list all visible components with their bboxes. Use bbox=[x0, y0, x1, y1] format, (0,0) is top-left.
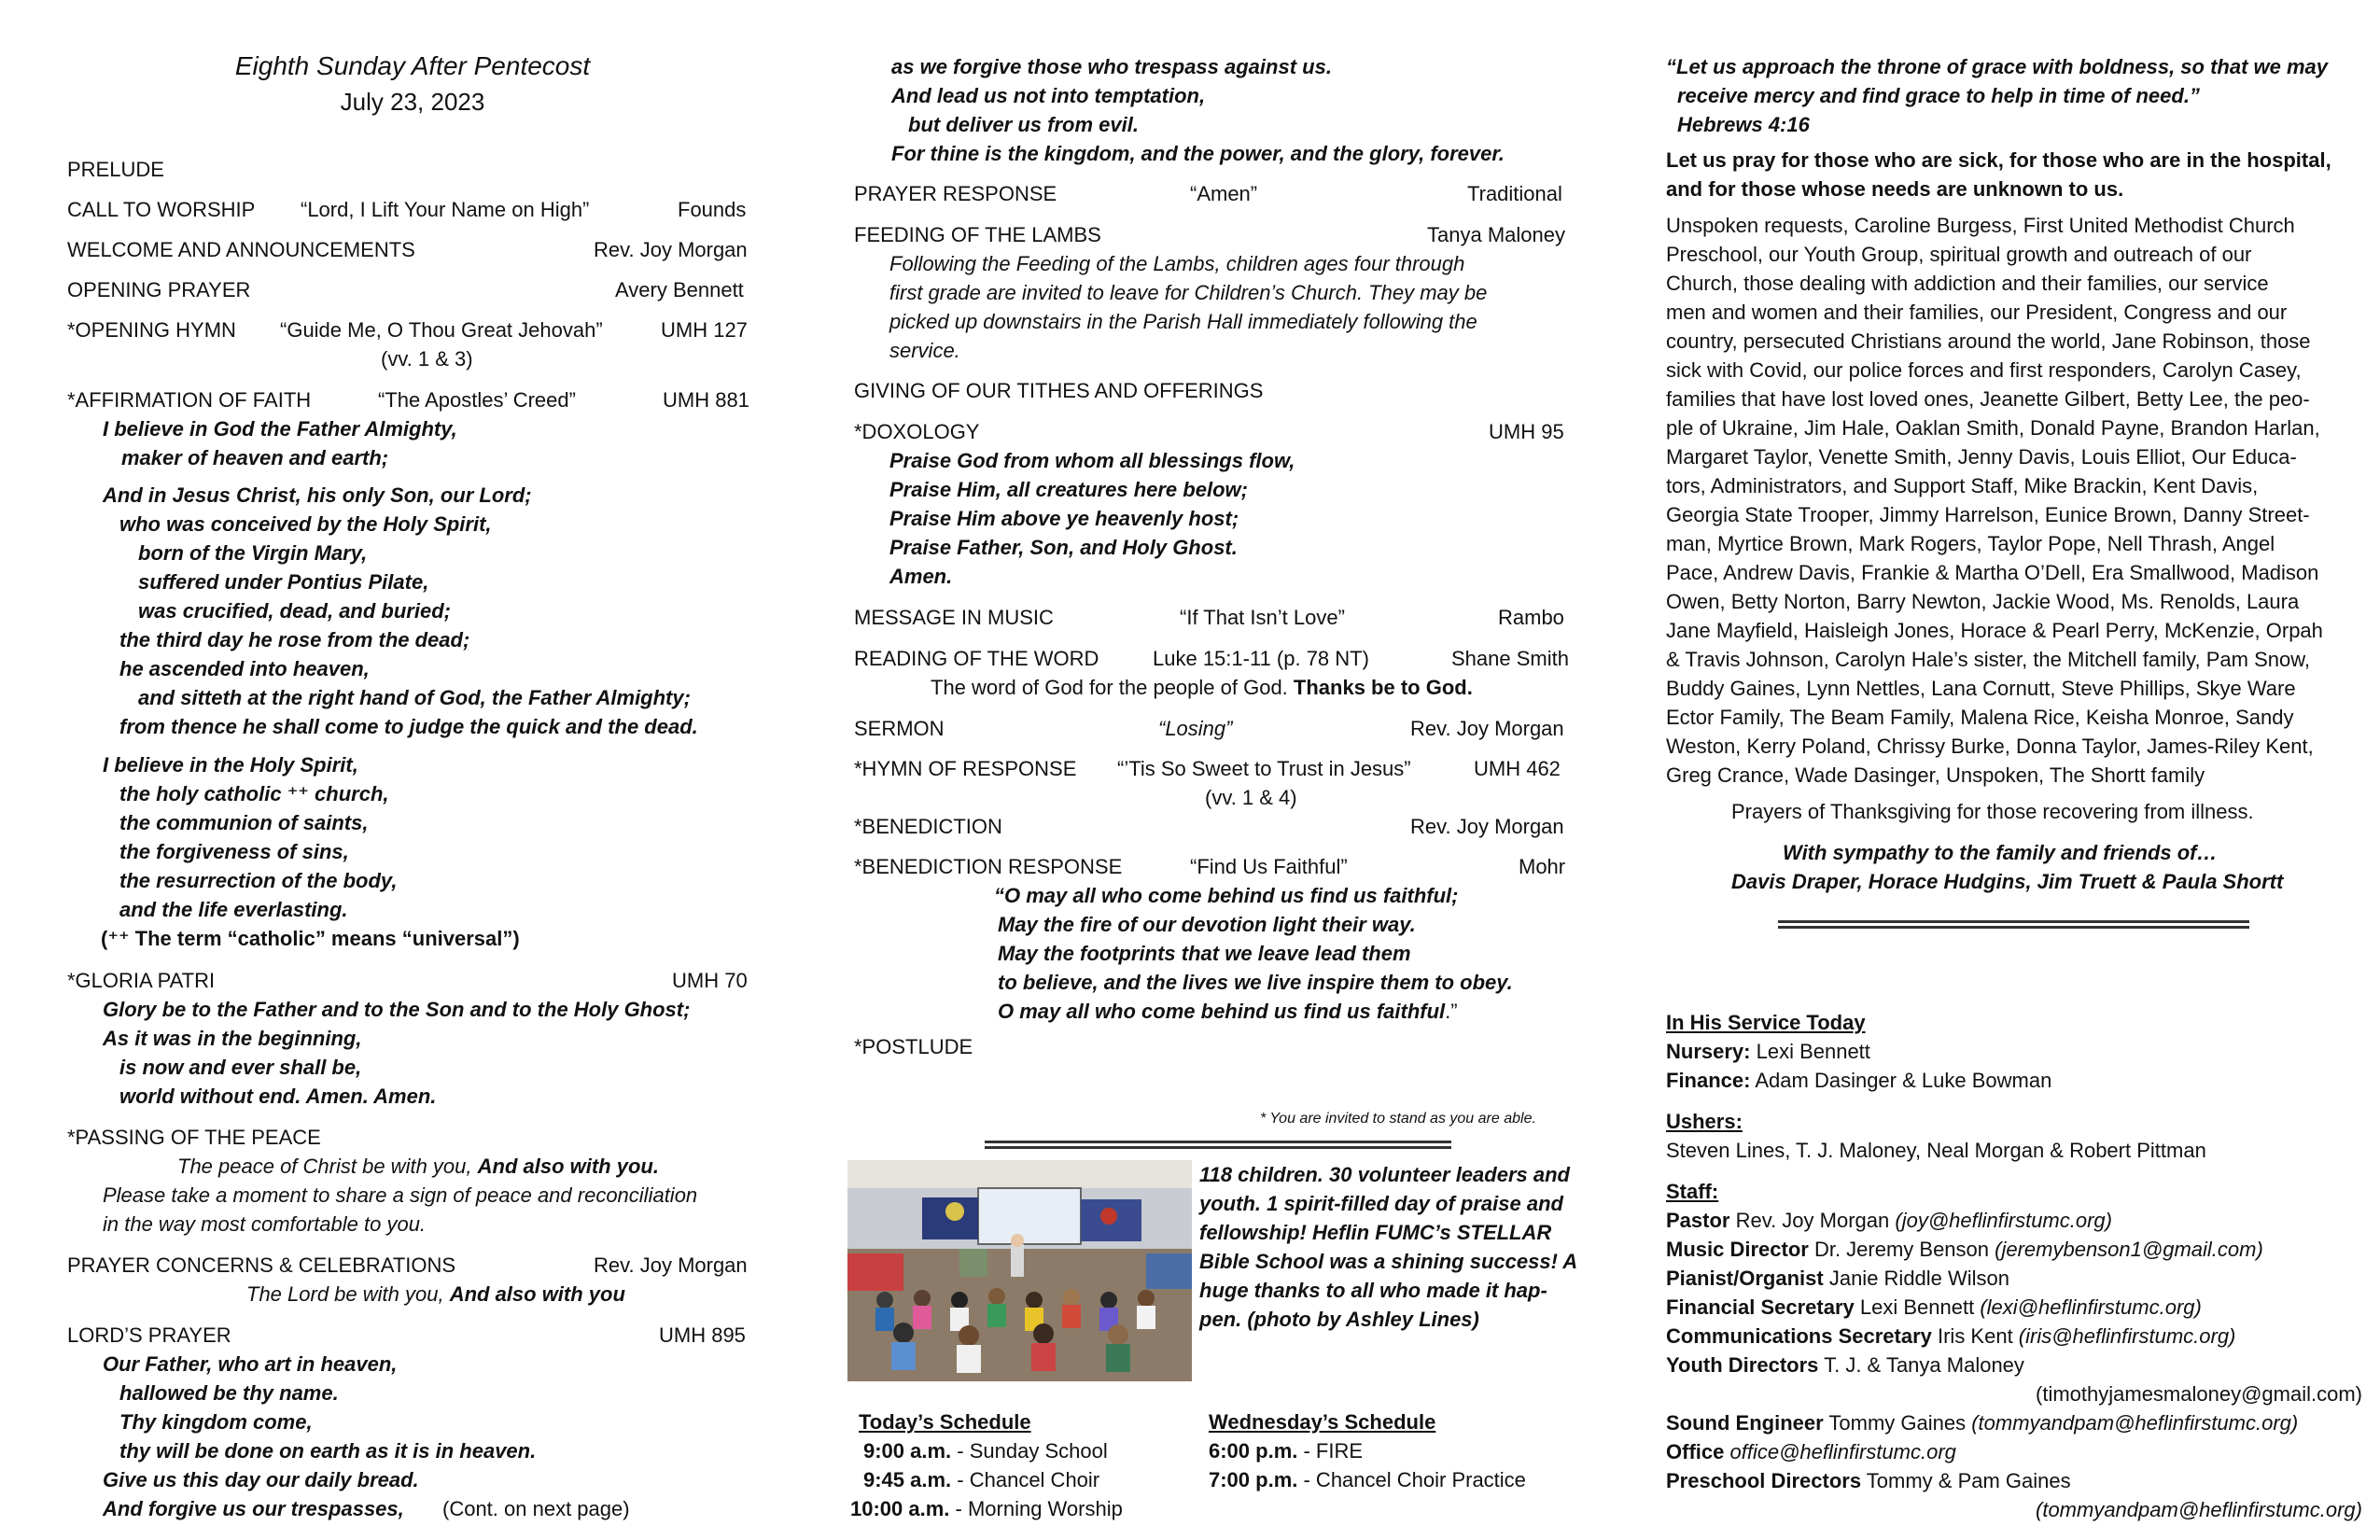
lords-prayer-label: LORD’S PRAYER bbox=[67, 1323, 231, 1347]
creed-line: suffered under Pontius Pilate, bbox=[138, 570, 429, 594]
staff-row bbox=[1666, 1235, 2362, 1264]
staff-name: T. J. & Tanya Maloney bbox=[1818, 1353, 2024, 1377]
doxology-line: Praise Him above ye heavenly host; bbox=[889, 507, 1239, 530]
request-line: country, persecuted Christians around the world, Jane Robinson, those bbox=[1666, 329, 2311, 353]
gloria-line: is now and ever shall be, bbox=[119, 1056, 362, 1079]
request-line: men and women and their families, our President, Congress and our bbox=[1666, 301, 2288, 324]
prelude-label: PRELUDE bbox=[67, 158, 164, 181]
sermon-title: “Losing” bbox=[1158, 717, 1233, 740]
vbs-photo-illustration bbox=[847, 1160, 1192, 1381]
request-line: Buddy Gaines, Lynn Nettles, Lana Cornutt, Steve Phillips, Skye Ware bbox=[1666, 677, 2296, 700]
staff-row bbox=[1666, 1322, 2362, 1351]
request-line: Margaret Taylor, Venette Smith, Jenny Davis, Louis Elliot, Our Educa- bbox=[1666, 445, 2297, 469]
opening-hymn-title: “Guide Me, O Thou Great Jehovah” bbox=[280, 318, 603, 342]
bulletin-column-1 bbox=[67, 0, 758, 1540]
hymn-response-label: *HYMN OF RESPONSE bbox=[854, 757, 1077, 780]
staff-row bbox=[1666, 1437, 2362, 1466]
lords-line: but deliver us from evil. bbox=[908, 113, 1139, 136]
verse-reference: Hebrews 4:16 bbox=[1677, 113, 1810, 136]
staff-name: Janie Riddle Wilson bbox=[1823, 1267, 2010, 1290]
creed-line: the holy catholic ⁺⁺ church, bbox=[119, 782, 389, 805]
vbs-caption-line: fellowship! Heflin FUMC’s STELLAR bbox=[1199, 1221, 1552, 1244]
prayer-concerns-leader: Rev. Joy Morgan bbox=[594, 1253, 748, 1277]
creed-stanza-2 bbox=[103, 481, 698, 741]
affirmation-title: “The Apostles’ Creed” bbox=[378, 388, 576, 412]
postlude-label: *POSTLUDE bbox=[854, 1035, 973, 1058]
creed-line: and sitteth at the right hand of God, the Father Almighty; bbox=[138, 686, 691, 709]
staff-email: office@heflinfirstumc.org bbox=[1729, 1440, 1956, 1463]
vacation-bible-school-photo bbox=[847, 1160, 1192, 1381]
staff-role: Communications Secretary bbox=[1666, 1324, 1932, 1348]
peace-response: And also with you. bbox=[477, 1155, 659, 1178]
sympathy-heading: With sympathy to the family and friends of… bbox=[1783, 841, 2218, 864]
staff-role: Preschool Directors bbox=[1666, 1469, 1862, 1492]
request-line: Pace, Andrew Davis, Frankie & Martha O’Dell, Era Smallwood, Madison bbox=[1666, 561, 2319, 584]
request-line: tors, Administrators, and Support Staff, Mike Brackin, Kent Davis, bbox=[1666, 474, 2259, 497]
passing-peace-instruction: Please take a moment to share a sign of peace and reconciliation bbox=[103, 1183, 698, 1207]
gloria-patri-label: *GLORIA PATRI bbox=[67, 969, 216, 992]
schedule-item bbox=[850, 1494, 1123, 1523]
gloria-patri-number: UMH 70 bbox=[672, 969, 748, 992]
benediction-response-composer: Mohr bbox=[1519, 855, 1566, 878]
creed-line: was crucified, dead, and buried; bbox=[138, 599, 451, 623]
service-heading: In His Service Today bbox=[1666, 1011, 1866, 1034]
schedule-time: 9:45 a.m. bbox=[863, 1468, 952, 1491]
wednesday-schedule-heading: Wednesday’s Schedule bbox=[1209, 1410, 1436, 1434]
gloria-line: world without end. Amen. Amen. bbox=[119, 1085, 437, 1108]
schedule-item bbox=[1209, 1436, 1363, 1465]
hymn-response-number: UMH 462 bbox=[1474, 757, 1561, 780]
request-line: man, Myrtice Brown, Mark Rogers, Taylor Pope, Nell Thrash, Angel bbox=[1666, 532, 2275, 555]
feeding-line: first grade are invited to leave for Children’s Church. They may be bbox=[889, 281, 1488, 304]
call-to-worship-label: CALL TO WORSHIP bbox=[67, 198, 256, 221]
verse-line: receive mercy and find grace to help in time of need.” bbox=[1677, 84, 2200, 107]
feeding-line: service. bbox=[889, 339, 960, 362]
thanksgiving-note: Prayers of Thanksgiving for those recovering from illness. bbox=[1731, 800, 2254, 823]
continued-note: (Cont. on next page) bbox=[442, 1497, 630, 1520]
staff-name: Dr. Jeremy Benson bbox=[1808, 1238, 1995, 1261]
finance-value: Adam Dasinger & Luke Bowman bbox=[1750, 1069, 2052, 1092]
staff-name: Rev. Joy Morgan bbox=[1729, 1209, 1896, 1232]
schedule-time: 6:00 p.m. bbox=[1209, 1439, 1298, 1463]
schedule-time: 9:00 a.m. bbox=[863, 1439, 952, 1463]
creed-line: he ascended into heaven, bbox=[119, 657, 370, 680]
creed-line: who was conceived by the Holy Spirit, bbox=[119, 512, 492, 536]
benediction-label: *BENEDICTION bbox=[854, 815, 1002, 838]
welcome-leader: Rev. Joy Morgan bbox=[594, 238, 748, 261]
staff-email: (tommyandpam@heflinfirstumc.org) bbox=[1971, 1411, 2299, 1435]
feeding-line: Following the Feeding of the Lambs, children ages four through bbox=[889, 252, 1465, 275]
hymn-response-title: “’Tis So Sweet to Trust in Jesus” bbox=[1117, 757, 1411, 780]
benediction-line: May the fire of our devotion light their way. bbox=[998, 913, 1416, 936]
passing-peace-instruction: in the way most comfortable to you. bbox=[103, 1212, 427, 1236]
affirmation-number: UMH 881 bbox=[663, 388, 749, 412]
schedule-time: 7:00 p.m. bbox=[1209, 1468, 1298, 1491]
reading-call: The word of God for the people of God. bbox=[931, 676, 1294, 699]
ushers-heading: Ushers: bbox=[1666, 1110, 1743, 1133]
staff-role: Sound Engineer bbox=[1666, 1411, 1824, 1435]
section-divider bbox=[985, 1141, 1451, 1149]
passing-peace-label: *PASSING OF THE PEACE bbox=[67, 1126, 321, 1149]
lords-line: And lead us not into temptation, bbox=[891, 84, 1206, 107]
staff-role: Financial Secretary bbox=[1666, 1295, 1855, 1319]
staff-email: (joy@heflinfirstumc.org) bbox=[1895, 1209, 2112, 1232]
verse-line: “Let us approach the throne of grace with boldness, so that we may bbox=[1666, 55, 2329, 78]
staff-email: (lexi@heflinfirstumc.org) bbox=[1980, 1295, 2202, 1319]
giving-label: GIVING OF OUR TITHES AND OFFERINGS bbox=[854, 379, 1264, 402]
creed-line: I believe in the Holy Spirit, bbox=[103, 753, 358, 777]
prayer-concerns-response bbox=[246, 1280, 625, 1309]
request-line: families that have lost loved ones, Jeanette Gilbert, Betty Lee, the peo- bbox=[1666, 387, 2310, 411]
request-line: Church, those dealing with addiction and their families, our service bbox=[1666, 272, 2269, 295]
reading-response bbox=[931, 673, 1473, 702]
staff-row bbox=[1666, 1293, 2362, 1322]
creed-line: I believe in God the Father Almighty, bbox=[103, 417, 457, 441]
benediction-response-title: “Find Us Faithful” bbox=[1190, 855, 1348, 878]
request-line: Preschool, our Youth Group, spiritual growth and outreach of our bbox=[1666, 243, 2252, 266]
schedule-item bbox=[1209, 1465, 1526, 1494]
today-schedule-heading: Today’s Schedule bbox=[859, 1410, 1031, 1434]
gloria-line: As it was in the beginning, bbox=[103, 1027, 362, 1050]
lords-line: For thine is the kingdom, and the power, and the glory, forever. bbox=[891, 142, 1505, 165]
benediction-line: May the footprints that we leave lead them bbox=[998, 942, 1411, 965]
schedule-desc: - FIRE bbox=[1297, 1439, 1364, 1463]
creed-line: the resurrection of the body, bbox=[119, 869, 398, 892]
staff-name: Iris Kent bbox=[1931, 1324, 2019, 1348]
prayer-invitation-line: Let us pray for those who are sick, for those who are in the hospital, bbox=[1666, 148, 2331, 172]
request-line: Greg Crance, Wade Dasinger, Unspoken, The Shortt family bbox=[1666, 763, 2205, 787]
opening-prayer-label: OPENING PRAYER bbox=[67, 278, 251, 301]
nursery-value: Lexi Bennett bbox=[1750, 1040, 1870, 1063]
staff-name: Tommy Gaines bbox=[1823, 1411, 1972, 1435]
page-title: Eighth Sunday After Pentecost bbox=[234, 51, 591, 80]
stand-note: * You are invited to stand as you are able. bbox=[1260, 1111, 1536, 1127]
doxology-line: Amen. bbox=[889, 565, 953, 588]
bulletin-column-2 bbox=[850, 0, 1582, 1540]
preschool-email: (tommyandpam@heflinfirstumc.org) bbox=[2036, 1498, 2362, 1521]
creed-line: from thence he shall come to judge the quick and the dead. bbox=[119, 715, 698, 738]
doxology-line: Praise Father, Son, and Holy Ghost. bbox=[889, 536, 1238, 559]
benediction-line-end: .” bbox=[1445, 1000, 1458, 1023]
benediction-line: “O may all who come behind us find us faithful; bbox=[994, 884, 1459, 907]
lords-prayer-number: UMH 895 bbox=[659, 1323, 746, 1347]
request-line: Ector Family, The Beam Family, Malena Rice, Keisha Monroe, Sandy bbox=[1666, 706, 2294, 729]
feeding-lambs-leader: Tanya Maloney bbox=[1427, 223, 1565, 246]
sympathy-names: Davis Draper, Horace Hudgins, Jim Truett & Paula Shortt bbox=[1731, 870, 2284, 893]
staff-role: Office bbox=[1666, 1440, 1725, 1463]
doxology-number: UMH 95 bbox=[1489, 420, 1564, 443]
prayer-invitation-line: and for those whose needs are unknown to us. bbox=[1666, 177, 2124, 201]
vbs-caption-line: 118 children. 30 volunteer leaders and bbox=[1199, 1163, 1570, 1186]
staff-row bbox=[1666, 1264, 2362, 1293]
doxology-text bbox=[889, 446, 1295, 591]
staff-row bbox=[1666, 1206, 2362, 1235]
staff-row bbox=[1666, 1408, 2362, 1437]
schedule-time: 10:00 a.m. bbox=[850, 1497, 950, 1520]
staff-role: Youth Directors bbox=[1666, 1353, 1819, 1377]
lords-line: Give us this day our daily bread. bbox=[103, 1468, 419, 1491]
affirmation-label: *AFFIRMATION OF FAITH bbox=[67, 388, 312, 412]
concerns-call: The Lord be with you, bbox=[246, 1282, 450, 1306]
prayer-response-source: Traditional bbox=[1467, 182, 1562, 205]
vbs-caption-line: pen. (photo by Ashley Lines) bbox=[1199, 1308, 1479, 1331]
reading-scripture: Luke 15:1-11 (p. 78 NT) bbox=[1153, 647, 1369, 670]
welcome-label: WELCOME AND ANNOUNCEMENTS bbox=[67, 238, 415, 261]
lords-prayer-continued bbox=[891, 52, 1505, 168]
request-line: & Travis Johnson, Carolyn Hale’s sister, the Mitchell family, Pam Snow, bbox=[1666, 648, 2311, 671]
sermon-preacher: Rev. Joy Morgan bbox=[1410, 717, 1564, 740]
staff-role: Pastor bbox=[1666, 1209, 1730, 1232]
message-music-label: MESSAGE IN MUSIC bbox=[854, 606, 1054, 629]
creed-stanza-3 bbox=[103, 750, 397, 924]
reading-reader: Shane Smith bbox=[1451, 647, 1569, 670]
ushers-list: Steven Lines, T. J. Maloney, Neal Morgan & Robert Pittman bbox=[1666, 1139, 2206, 1162]
lords-line: Our Father, who art in heaven, bbox=[103, 1352, 398, 1376]
prayer-response-label: PRAYER RESPONSE bbox=[854, 182, 1057, 205]
benediction-response-label: *BENEDICTION RESPONSE bbox=[854, 855, 1123, 878]
opening-hymn-verses: (vv. 1 & 3) bbox=[381, 347, 473, 371]
staff-row bbox=[1666, 1351, 2362, 1379]
creed-line: maker of heaven and earth; bbox=[121, 446, 389, 469]
lords-line: Thy kingdom come, bbox=[119, 1410, 313, 1434]
prayer-requests bbox=[1666, 211, 2323, 790]
feeding-line: picked up downstairs in the Parish Hall immediately following the bbox=[889, 310, 1477, 333]
prayer-response-title: “Amen” bbox=[1190, 182, 1258, 205]
vbs-caption-line: Bible School was a shining success! A bbox=[1199, 1250, 1578, 1273]
doxology-line: Praise God from whom all blessings flow, bbox=[889, 449, 1295, 472]
reading-label: READING OF THE WORD bbox=[854, 647, 1099, 670]
lords-line: as we forgive those who trespass against us. bbox=[891, 55, 1332, 78]
request-line: sick with Covid, our police forces and first responders, Carolyn Casey, bbox=[1666, 358, 2302, 382]
gloria-line: Glory be to the Father and to the Son and to the Holy Ghost; bbox=[103, 998, 691, 1021]
lords-line: thy will be done on earth as it is in heaven. bbox=[119, 1439, 537, 1463]
request-line: Weston, Kerry Poland, Chrissy Burke, Donna Taylor, James-Riley Kent, bbox=[1666, 735, 2314, 758]
benediction-line: to believe, and the lives we live inspire them to obey. bbox=[998, 971, 1513, 994]
request-line: Unspoken requests, Caroline Burgess, First United Methodist Church bbox=[1666, 214, 2295, 237]
staff-heading: Staff: bbox=[1666, 1180, 1719, 1203]
creed-line: And in Jesus Christ, his only Son, our Lord; bbox=[103, 483, 532, 507]
scripture-verse bbox=[1666, 52, 2328, 139]
creed-line: and the life everlasting. bbox=[119, 898, 348, 921]
creed-line: the third day he rose from the dead; bbox=[119, 628, 470, 651]
service-date: July 23, 2023 bbox=[340, 88, 485, 116]
finance-label: Finance: bbox=[1666, 1069, 1751, 1092]
schedule-desc: - Chancel Choir bbox=[951, 1468, 1100, 1491]
vbs-caption-line: huge thanks to all who made it hap- bbox=[1199, 1279, 1547, 1302]
prayer-concerns-label: PRAYER CONCERNS & CELEBRATIONS bbox=[67, 1253, 456, 1277]
lords-line: hallowed be thy name. bbox=[119, 1381, 339, 1405]
request-line: Georgia State Trooper, Jimmy Harrelson, Eunice Brown, Danny Street- bbox=[1666, 503, 2310, 526]
benediction-leader: Rev. Joy Morgan bbox=[1410, 815, 1564, 838]
call-to-worship-composer: Founds bbox=[678, 198, 747, 221]
doxology-line: Praise Him, all creatures here below; bbox=[889, 478, 1248, 501]
opening-prayer-leader: Avery Bennett bbox=[615, 278, 744, 301]
schedule-item bbox=[863, 1465, 1099, 1494]
feeding-lambs-label: FEEDING OF THE LAMBS bbox=[854, 223, 1101, 246]
opening-hymn-number: UMH 127 bbox=[661, 318, 748, 342]
gloria-patri-text bbox=[103, 995, 690, 1111]
vbs-caption-line: youth. 1 spirit-filled day of praise and bbox=[1199, 1192, 1563, 1215]
call-to-worship-title: “Lord, I Lift Your Name on High” bbox=[301, 198, 590, 221]
request-line: ple of Ukraine, Jim Hale, Oaklan Smith, Donald Payne, Brandon Harlan, bbox=[1666, 416, 2320, 440]
message-music-composer: Rambo bbox=[1498, 606, 1564, 629]
creed-footnote: (⁺⁺ The term “catholic” means “universal”) bbox=[101, 927, 520, 950]
vbs-caption bbox=[1199, 1160, 1577, 1334]
passing-peace-response bbox=[177, 1152, 659, 1181]
nursery-label: Nursery: bbox=[1666, 1040, 1751, 1063]
doxology-label: *DOXOLOGY bbox=[854, 420, 980, 443]
staff-role: Pianist/Organist bbox=[1666, 1267, 1824, 1290]
benediction-response-text bbox=[994, 881, 1513, 1026]
creed-stanza-1 bbox=[103, 414, 457, 472]
creed-line: born of the Virgin Mary, bbox=[138, 541, 368, 565]
staff-email: (jeremybenson1@gmail.com) bbox=[1995, 1238, 2263, 1261]
creed-line: the communion of saints, bbox=[119, 811, 369, 834]
reading-response-bold: Thanks be to God. bbox=[1293, 676, 1473, 699]
message-music-title: “If That Isn’t Love” bbox=[1180, 606, 1345, 629]
hymn-response-verses: (vv. 1 & 4) bbox=[1205, 786, 1297, 809]
finance-row bbox=[1666, 1066, 2051, 1095]
staff-name: Lexi Bennett bbox=[1854, 1295, 1981, 1319]
bulletin-column-3 bbox=[1666, 0, 2366, 1540]
staff-role: Music Director bbox=[1666, 1238, 1809, 1261]
schedule-desc: - Chancel Choir Practice bbox=[1297, 1468, 1526, 1491]
creed-line: the forgiveness of sins, bbox=[119, 840, 349, 863]
prayer-invitation bbox=[1666, 146, 2331, 203]
opening-hymn-label: *OPENING HYMN bbox=[67, 318, 236, 342]
section-divider bbox=[1778, 920, 2249, 929]
schedule-desc: - Morning Worship bbox=[949, 1497, 1123, 1520]
lords-line: And forgive us our trespasses, bbox=[103, 1497, 404, 1520]
staff-name: Tommy & Pam Gaines bbox=[1861, 1469, 2071, 1492]
youth-email: (timothyjamesmaloney@gmail.com) bbox=[2036, 1382, 2362, 1406]
staff-email: (iris@heflinfirstumc.org) bbox=[2018, 1324, 2236, 1348]
schedule-item bbox=[863, 1436, 1108, 1465]
schedule-desc: - Sunday School bbox=[951, 1439, 1108, 1463]
concerns-response: And also with you bbox=[449, 1282, 625, 1306]
feeding-lambs-text bbox=[889, 249, 1487, 365]
nursery-row bbox=[1666, 1037, 1870, 1066]
staff-list bbox=[1666, 1206, 2362, 1524]
sermon-label: SERMON bbox=[854, 717, 945, 740]
peace-call: The peace of Christ be with you, bbox=[177, 1155, 478, 1178]
request-line: Jane Mayfield, Haisleigh Jones, Horace & Pearl Perry, McKenzie, Orpah bbox=[1666, 619, 2323, 642]
benediction-line: O may all who come behind us find us faithful bbox=[998, 1000, 1446, 1023]
staff-row bbox=[1666, 1466, 2362, 1495]
request-line: Owen, Betty Norton, Barry Newton, Jackie Wood, Ms. Renolds, Laura bbox=[1666, 590, 2300, 613]
